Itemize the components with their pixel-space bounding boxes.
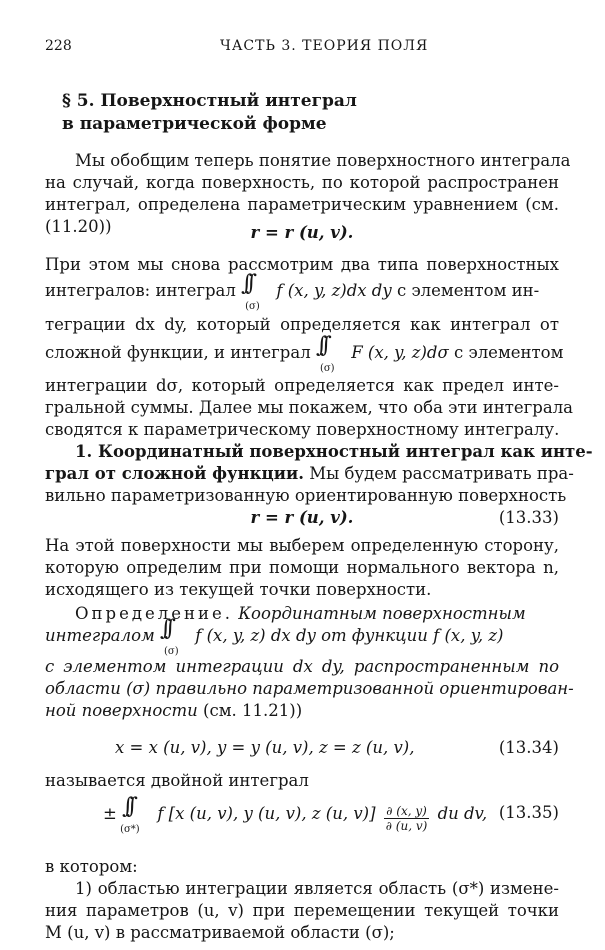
intro-line-8-before: сложной функции, и интеграл bbox=[45, 343, 311, 362]
definition-line-3: с элементом интеграции dx dy, распространенным по bbox=[45, 657, 559, 676]
integral-subscript: (σ) bbox=[319, 363, 335, 374]
definition-line-5-italic: ной поверхности bbox=[45, 701, 198, 720]
subsection-1-title-b: грал от сложной функции. bbox=[45, 464, 304, 483]
subsection-1-line-3: вильно параметризованную ориентированную поверхность bbox=[45, 486, 567, 505]
called-line: называется двойной интеграл bbox=[45, 771, 309, 790]
definition-line-2-integrand: f (x, y, z) dx dy bbox=[195, 626, 316, 645]
integral-subscript: (σ) bbox=[245, 301, 260, 312]
double-integral-sign: ∫∫ (σ) bbox=[241, 279, 271, 299]
definition-line-2 bbox=[45, 616, 559, 657]
equation-13-33-row bbox=[45, 507, 559, 529]
item1-line-2: ния параметров (u, v) при перемещении текущей точки bbox=[45, 901, 559, 920]
jacobian-fraction bbox=[384, 804, 430, 833]
section-title-line-2: в параметрической форме bbox=[62, 114, 327, 134]
definition-line-5 bbox=[45, 700, 559, 722]
integral-subscript: (σ) bbox=[164, 646, 179, 657]
page-number: 228 bbox=[45, 38, 72, 54]
intro-line-6-before: интегралов: интеграл bbox=[45, 281, 236, 300]
intro-line-10: гральной суммы. Далее мы покажем, что оба эти интеграла bbox=[45, 398, 574, 417]
item1-line-1: 1) областью интеграции является область (σ*) измене- bbox=[75, 879, 559, 898]
intro-line-11: сводятся к параметрическому поверхностному интегралу. bbox=[45, 420, 560, 439]
intro-line-8 bbox=[45, 333, 564, 374]
equation-number-13-33: (13.33) bbox=[498, 508, 559, 527]
definition-line-1-rest: Координатным поверхностным bbox=[238, 604, 526, 623]
para2-line-2: которую определим при помощи нормального вектора n, bbox=[45, 558, 559, 577]
intro-line-9: интеграции dσ, который определяется как предел инте- bbox=[45, 376, 559, 395]
intro-line-8-after: с элементом bbox=[453, 343, 564, 362]
intro-line-7: теграции dx dy, который определяется как интеграл от bbox=[45, 315, 559, 334]
intro-line-3: интеграл, определена параметрическим уравнением (см. bbox=[45, 195, 559, 214]
intro-line-1: Мы обобщим теперь понятие поверхностного интеграла bbox=[75, 151, 571, 170]
intro-line-6 bbox=[45, 271, 559, 312]
double-integral-sign: ∫∫ (σ) bbox=[316, 341, 346, 361]
formula-r-ruv: r = r (u, v). bbox=[250, 223, 354, 242]
in-which-line: в котором: bbox=[45, 857, 138, 876]
double-integral-sign: ∫∫ (σ*) bbox=[122, 802, 152, 822]
jacobian-numerator: ∂ (x, y) bbox=[384, 804, 430, 819]
intro-line-6-integrand: f (x, y, z)dx dy bbox=[276, 281, 392, 300]
eq35-integrand: f [x (u, v), y (u, v), z (u, v)] bbox=[157, 804, 376, 823]
subsection-1-title-a: 1. Координатный поверхностный интеграл как инте- bbox=[75, 442, 593, 461]
definition-line-2-after: от функции f (x, y, z) bbox=[321, 626, 504, 645]
equation-number-13-34: (13.34) bbox=[498, 738, 559, 757]
plus-minus-sign: ± bbox=[103, 804, 117, 823]
definition-line-2-before: интегралом bbox=[45, 626, 155, 645]
running-title: ЧАСТЬ 3. ТЕОРИЯ ПОЛЯ bbox=[220, 38, 429, 54]
integral-subscript: (σ*) bbox=[120, 824, 140, 835]
formula-r-ruv: r = r (u, v). bbox=[250, 508, 354, 527]
equation-13-34: x = x (u, v), y = y (u, v), z = z (u, v), bbox=[115, 738, 415, 757]
definition-label: Определение. bbox=[75, 604, 234, 623]
jacobian-denominator: ∂ (u, v) bbox=[385, 819, 428, 833]
intro-line-6-after: с элементом ин- bbox=[396, 281, 540, 300]
section-title-line-1: § 5. Поверхностный интеграл bbox=[62, 91, 357, 111]
para2-line-1: На этой поверхности мы выберем определенную сторону, bbox=[45, 536, 559, 555]
intro-line-8-integrand: F (x, y, z)dσ bbox=[351, 343, 449, 362]
intro-line-2: на случай, когда поверхность, по которой распространен bbox=[45, 173, 559, 192]
para2-line-3: исходящего из текущей точки поверхности. bbox=[45, 580, 432, 599]
subsection-1-line-2 bbox=[45, 463, 574, 485]
definition-line-4: области (σ) правильно параметризованной ориентирован- bbox=[45, 679, 574, 698]
double-integral-sign: ∫∫ (σ) bbox=[160, 624, 190, 644]
eq35-differentials: du dv, bbox=[437, 804, 488, 823]
definition-line-1 bbox=[75, 603, 559, 625]
definition-line-5-ref: (см. 11.21)) bbox=[203, 701, 303, 720]
subsection-1-text-b: Мы будем рассматривать пра- bbox=[309, 464, 574, 483]
item1-line-3: M (u, v) в рассматриваемой области (σ); bbox=[45, 923, 395, 942]
equation-13-35 bbox=[103, 794, 488, 835]
intro-line-5: При этом мы снова рассмотрим два типа поверхностных bbox=[45, 255, 559, 274]
equation-number-13-35: (13.35) bbox=[498, 803, 559, 822]
intro-line-4: (11.20)) bbox=[45, 217, 112, 236]
